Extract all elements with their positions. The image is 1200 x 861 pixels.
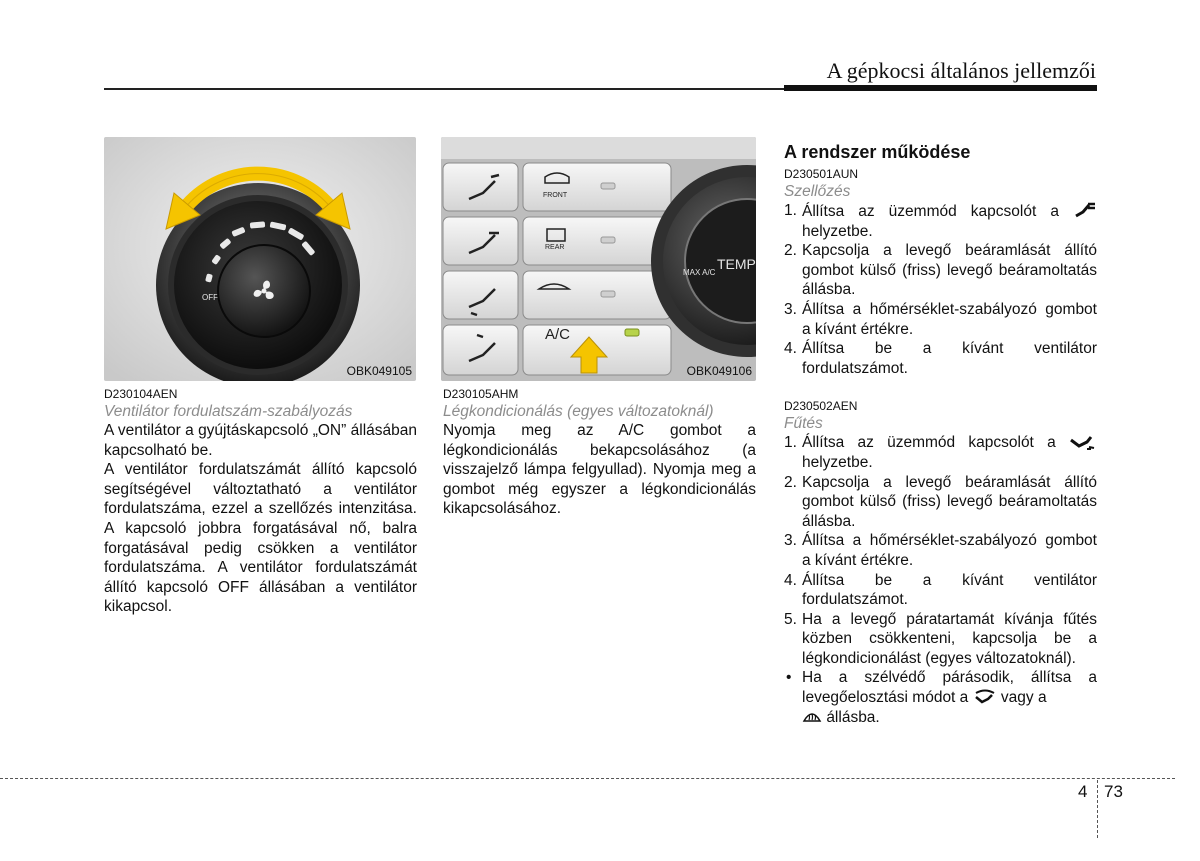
paragraph: A ventilátor fordulatszámát állító kapcsoló segítségével változtatható a ventilátor fordulatszáma, ezzel a szellőzés intenzitása. A kapcsoló jobbra forgatásával nő, balra forgatásával pedig csökken a ventilátor fordulatszáma. A ventilátor fordulatszámát állító kapcsoló OFF állásában a ventilátor kikapcsol. [104,461,417,616]
section-code: D230105AHM [443,387,519,401]
section-code: D230104AEN [104,387,178,401]
face-vent-mode-icon [1073,201,1097,219]
section-code: D230502AEN [784,399,858,414]
max-ac-label: MAX A/C [683,268,716,277]
list-item: 1. Állítsa az üzemmód kapcsolót a helyzetbe. [784,201,1097,241]
page-number: 73 [1104,782,1123,801]
running-header: A gépkocsi általános jellemzői [826,58,1096,83]
fan-speed-knob-figure [104,137,416,381]
ac-panel-illustration [441,137,756,381]
section-title: A rendszer működése [784,142,971,162]
chapter-number: 4 [1078,782,1088,801]
section-code: D230501AUN [784,167,859,181]
fan-speed-section [104,386,417,617]
list-item: 5. Ha a levegő páratartamát kívánja fűtés közben csökkenteni, kapcsolja be a légkondicionálást (egyes változatoknál). [784,610,1097,667]
air-conditioning-section [443,386,756,519]
paragraph: A ventilátor a gyújtáskapcsoló „ON” állásában kapcsolható be. [104,422,417,459]
rear-label: REAR [545,244,565,251]
footer-rule [0,778,1175,779]
list-item: 2. Kapcsolja a levegő beáramlását állító gombot külső (friss) levegő beáramoltatás állásba. [784,473,1097,530]
ac-button-label: A/C [545,326,571,343]
heating-steps [784,433,1097,668]
list-item: 4. Állítsa be a kívánt ventilátor fordulatszámot. [784,571,1097,609]
header-rule [104,88,784,90]
figure-code: OBK049105 [346,364,412,378]
off-label: OFF [202,293,218,302]
footer-page-divider [1097,780,1098,838]
fan-knob-illustration [104,137,416,381]
bullet-item: • Ha a szélvédő párásodik, állítsa a levegőelosztási módot a vagy a állásba. [786,669,1097,726]
section-subhead: Légkondicionálás (egyes változatoknál) [443,403,714,420]
front-label: FRONT [543,192,568,199]
paragraph: Nyomja meg az A/C gombot a légkondicionálás bekapcsolásához (a visszajelző lámpa felgyullad). Nyomja meg a gombot még egyszer a légkondicionálás kikapcsolásához. [443,422,756,518]
floor-defrost-mode-icon [973,689,997,705]
system-operation-section [784,140,1097,727]
section-subhead: Ventilátor fordulatszám-szabályozás [104,403,353,420]
list-item: 2. Kapcsolja a levegő beáramlását állító gombot külső (friss) levegő beáramoltatás állásba. [784,242,1097,299]
ac-indicator-lamp [625,329,639,336]
list-item: 3. Állítsa a hőmérséklet-szabályozó gombot a kívánt értékre. [784,300,1097,338]
list-item: 1. Állítsa az üzemmód kapcsolót a helyzetbe. [784,433,1097,472]
defrost-icon [802,709,822,725]
header-rule-thick [784,85,1097,91]
ventilation-steps [784,201,1097,378]
section-subhead: Fűtés [784,415,823,433]
floor-vent-mode-icon [1069,434,1097,450]
section-subhead: Szellőzés [784,183,851,200]
list-item: 3. Állítsa a hőmérséklet-szabályozó gombot a kívánt értékre. [784,532,1097,569]
ac-panel-figure [441,137,756,381]
figure-code: OBK049106 [686,364,752,378]
temp-label: TEMP [717,256,756,272]
list-item: 4. Állítsa be a kívánt ventilátor fordulatszámot. [784,340,1097,377]
